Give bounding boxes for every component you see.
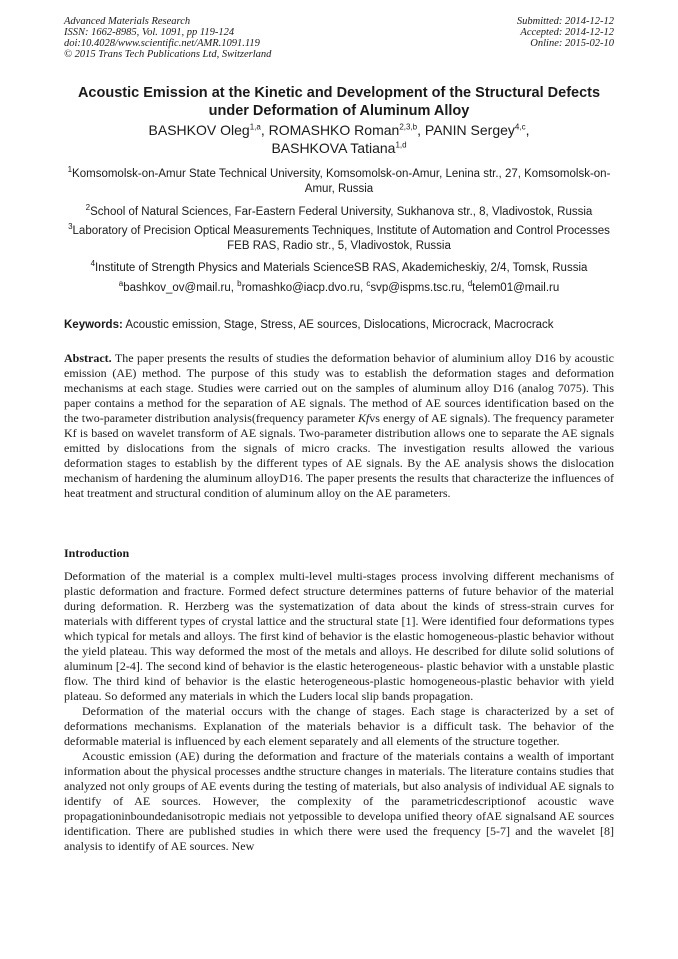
abstract-label: Abstract.: [64, 351, 112, 365]
email-list: $^a$bashkov_ov@mail.ru, $^b$romashko@iacp.dvo.ru, $^c$svp@ispms.tsc.ru, $^d$telem01@mail.ru: [118, 279, 560, 294]
doi-line: doi:10.4028/www.scientific.net/AMR.1091.119: [64, 38, 260, 49]
journal-name: Advanced Materials Research: [64, 16, 191, 27]
paper-title: Acoustic Emission at the Kinetic and Development of the Structural Defects under Deformation of Aluminum Alloy: [77, 85, 601, 119]
paragraph: Deformation of the material occurs with the change of stages. Each stage is characterized by a set of deformations mechanisms. Explanation of the materials behavior is a difficult task. The behavior of the deformable material is influenced by each element separately and all elements of the structure together.: [64, 704, 614, 748]
email-link[interactable]: romashko@iacp.dvo.ru: [241, 282, 361, 294]
author-sup: 1,d: [395, 140, 407, 150]
affiliation-4: [64, 261, 614, 276]
author-sup: 2,3,b: [399, 122, 418, 132]
affiliation-sup: 4: [90, 259, 96, 269]
affiliation-text: Komsomolsk-on-Amur State Technical University, Komsomolsk-on-Amur, Lenina str., 27, Komsomolsk-on-Amur, Russia: [72, 168, 611, 195]
keywords-text: Acoustic emission, Stage, Stress, AE sources, Dislocations, Microcrack, Macrocrack: [125, 319, 554, 331]
author-name: ROMASHKO Roman: [268, 122, 400, 138]
paragraph: Acoustic emission (AE) during the deformation and fracture of the materials contains a wealth of important information about the physical processes andthe structure changes in materials. The literature contains studies that analyzed not only groups of AE events during the testing of materials, but also analysis of individual AE signals to identify of AE sources. However, the complexity of the parametricdescriptionof acoustic wave propagationinboundedanisotropic mediais not yetpossible to developa unified theory ofAE signalsand AE sources identification. There are published studies in which there were used the frequency [5-7] and the wavelet [8] analysis to identify of AE sources. New: [64, 749, 614, 853]
email-sup: d: [467, 279, 473, 289]
email-link[interactable]: svp@ispms.tsc.ru: [370, 282, 462, 294]
affiliation-1: [64, 167, 614, 197]
dates-info: [517, 16, 614, 49]
keywords: [64, 318, 614, 333]
affiliation-2: [64, 205, 614, 220]
journal-info: [64, 16, 271, 60]
keywords-label: Keywords:: [64, 319, 123, 331]
affiliation-sup: 2: [85, 203, 91, 213]
copyright-line: © 2015 Trans Tech Publications Ltd, Switzerland: [64, 49, 272, 60]
email-sup: b: [237, 279, 242, 289]
accepted-date: Accepted: 2014-12-12: [520, 27, 614, 38]
affiliation-text: Laboratory of Precision Optical Measurements Techniques, Institute of Automation and Control Processes FEB RAS, Radio str., 5, Vladivostok, Russia: [72, 225, 610, 252]
affiliation-text: School of Natural Sciences, Far-Eastern Federal University, Sukhanova str., 8, Vladivostok, Russia: [90, 206, 593, 218]
paragraph: Deformation of the material is a complex multi-level multi-stages process involving different mechanisms of plastic deformation and fracture. Formed defect structure determines patterns of future behavior of the material during deformation. R. Herzberg was the systematization of data about the kinds of stress-strain curves for materials with different types of crystal lattice and the structural state [1]. Were identified four deformations types which typical for metals and alloys. The first kind of behavior is the elastic homogeneous-plastic behavior without the yield plateau. This way deformed the most of the metals and alloys. He described for dilute solid solutions of aluminum [2-4]. The second kind of behavior is the elastic heterogeneous- plastic behavior with a unstable plastic flow. The third kind of behavior is the elastic heterogeneous-plastic homogeneous-plastic behavior with yield plateau. So deformed any materials in which the Luders local slip bands propagation.: [64, 569, 614, 703]
affiliation-sup: 3: [68, 222, 73, 232]
section-heading: Introduction: [64, 546, 130, 560]
abstract-text: The paper presents the results of studies the deformation behavior of aluminium alloy D16 by acoustic emission (AE) method. The purpose of this study was to establish the deformation stages and deformation mechanisms at each stage. Studies were carried out on the samples of aluminum alloy D16 (analog 7075). This paper contains a method for the separation of AE signals. The method of AE sources identification based on the the two-parameter distribution analysis(frequency parameter: [64, 351, 614, 425]
author-sup: 1,a: [249, 122, 261, 132]
affiliation-3: [64, 224, 614, 254]
affiliation-sup: 1: [67, 165, 73, 175]
submitted-date: Submitted: 2014-12-12: [516, 16, 614, 27]
author-sup: 4,c: [514, 122, 526, 132]
abstract-kf: Kf: [357, 411, 370, 425]
abstract: [64, 351, 614, 501]
author-name: BASHKOVA Tatiana: [271, 140, 396, 156]
abstract-text: vs energy of AE signals). The frequency parameter Kf is based on wavelet transform of AE signals. Two-parameter distribution allows one to separate the AE signals emitted by dislocations from the signals of micro cracks. The investigation results allowed the various deformation stages to establish by the different types of AE signals. By the AE analysis shows the dislocation mechanism of hardening the aluminum alloyD16. The paper presents the results that characterize the influences of heat treatment and structural condition of aluminum alloy on the AE parameters.: [64, 411, 614, 500]
author-name: BASHKOV Oleg: [148, 122, 250, 138]
email-sup: c: [366, 279, 371, 289]
author-name: PANIN Sergey: [424, 122, 515, 138]
email-link[interactable]: telem01@mail.ru: [472, 282, 560, 294]
issn-line: ISSN: 1662-8985, Vol. 1091, pp 119-124: [64, 27, 235, 38]
email-sup: a: [118, 279, 124, 289]
email-link[interactable]: bashkov_ov@mail.ru: [123, 282, 231, 294]
author-list: BASHKOV Oleg$^{1,a}$, ROMASHKO Roman$^{2,3,b}$, PANIN Sergey$^{4,c}$, BASHKOVA Tatiana$^{1,d}$: [148, 122, 530, 156]
online-date: Online: 2015-02-10: [530, 38, 614, 49]
affiliation-text: Institute of Strength Physics and Materials ScienceSB RAS, Akademicheskiy, 2/4, Tomsk, Russia: [95, 262, 588, 274]
introduction-body: [64, 569, 614, 854]
